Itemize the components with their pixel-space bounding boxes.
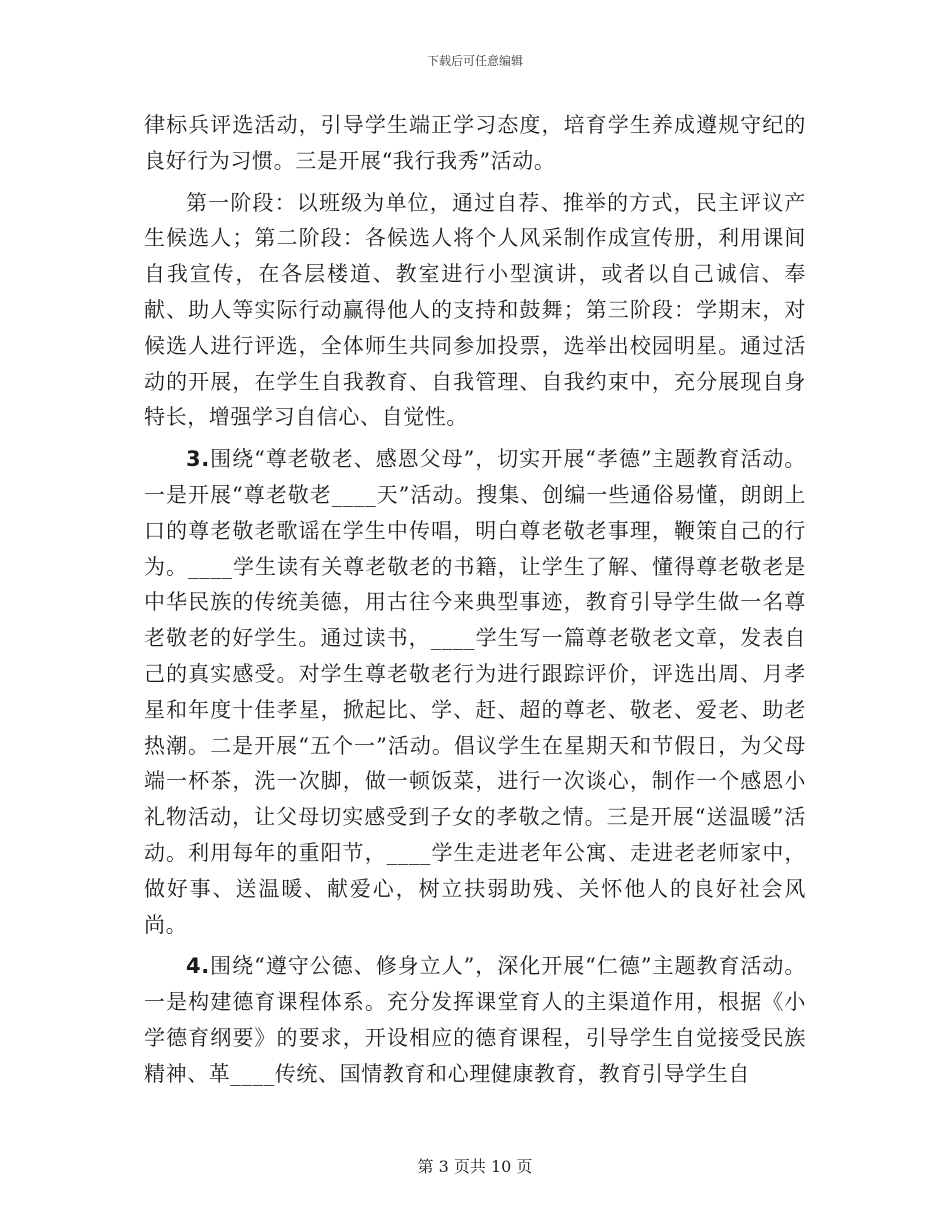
paragraph-item-3: [144, 442, 806, 943]
page-footer: 第 3 页共 10 页: [417, 1157, 533, 1176]
document-body: [144, 108, 806, 1093]
paragraph-continuation: [144, 108, 806, 180]
paragraph-text: 律标兵评选活动，引导学生端正学习态度，培育学生养成遵规守纪的良好行为习惯。三是开展“我行我秀”活动。: [144, 113, 806, 173]
item-number: 3.: [186, 447, 210, 472]
paragraph-item-4: [144, 949, 806, 1092]
paragraph-stages: [144, 186, 806, 437]
page-header: 下载后可任意编辑: [426, 54, 523, 68]
item-number: 4.: [186, 954, 210, 979]
paragraph-text: 第一阶段：以班级为单位，通过自荐、推举的方式，民主评议产生候选人；第二阶段：各候选人将个人风采制作成宣传册，利用课间自我宣传，在各层楼道、教室进行小型演讲，或者以自己诚信、奉献、助人等实际行动赢得他人的支持和鼓舞；第三阶段：学期末，对候选人进行评选，全体师生共同参加投票，选举出校园明星。通过活动的开展，在学生自我教育、自我管理、自我约束中，充分展现自身特长，增强学习自信心、自觉性。: [144, 190, 806, 430]
paragraph-text: 围绕“尊老敬老、感恩父母”，切实开展“孝德”主题教育活动。一是开展“尊老敬老____天”活动。搜集、创编一些通俗易懂，朗朗上口的尊老敬老歌谣在学生中传唱，明白尊老敬老事理，鞭策自己的行为。____学生读有关尊老敬老的书籍，让学生了解、懂得尊老敬老是中华民族的传统美德，用古往今来典型事迹，教育引导学生做一名尊老敬老的好学生。通过读书，____学生写一篇尊老敬老文章，发表自己的真实感受。对学生尊老敬老行为进行跟踪评价，评选出周、月孝星和年度十佳孝星，掀起比、学、赶、超的尊老、敬老、爱老、助老热潮。二是开展“五个一”活动。倡议学生在星期天和节假日，为父母端一杯茶，洗一次脚，做一顿饭菜，进行一次谈心，制作一个感恩小礼物活动，让父母切实感受到子女的孝敬之情。三是开展“送温暖”活动。利用每年的重阳节，____学生走进老年公寓、走进老老师家中，做好事、送温暖、献爱心，树立扶弱助残、关怀他人的良好社会风尚。: [144, 447, 806, 937]
paragraph-text: 围绕“遵守公德、修身立人”，深化开展“仁德”主题教育活动。一是构建德育课程体系。充分发挥课堂育人的主渠道作用，根据《小学德育纲要》的要求，开设相应的德育课程，引导学生自觉接受民族精神、革____传统、国情教育和心理健康教育，教育引导学生自: [144, 954, 806, 1086]
